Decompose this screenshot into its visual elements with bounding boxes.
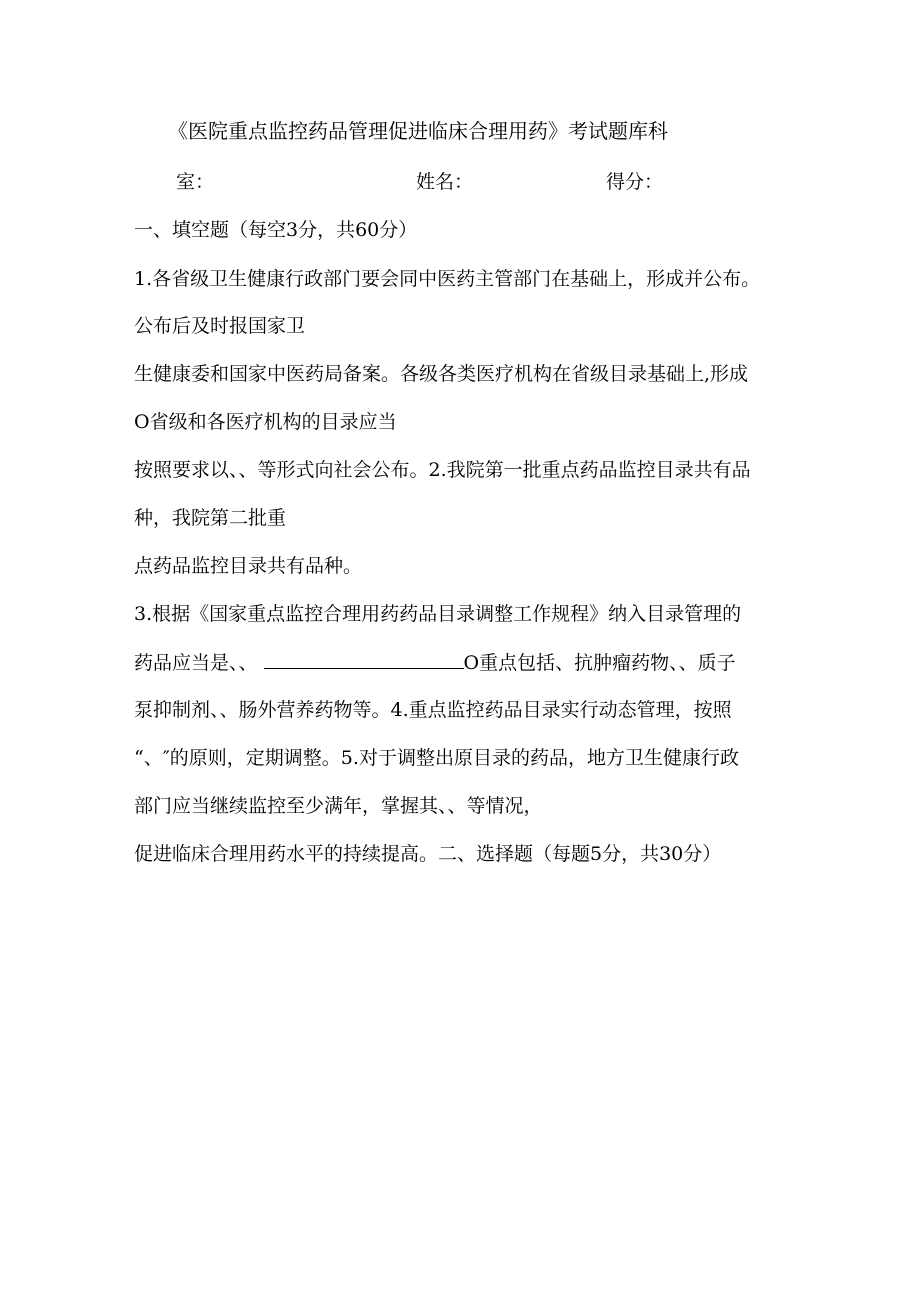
question-text-line — [134, 650, 736, 675]
question-text-line: 部门应当继续监控至少满年，掌握其、、等情况， — [134, 795, 543, 817]
question-text-line: 公布后及时报国家卫 — [134, 315, 306, 337]
question-text-line: “、″的原则，定期调整。5.对于调整出原目录的药品，地方卫生健康行政 — [134, 747, 739, 769]
department-field-label: 室： — [176, 171, 215, 193]
question-text-line: 点药品监控目录共有品种。 — [134, 555, 363, 577]
question-text-segment: O重点包括、抗肿瘤药物、、质子 — [463, 652, 736, 674]
question-text-line: 按照要求以、、等形式向社会公布。2.我院第一批重点药品监控目录共有品 — [134, 459, 751, 481]
question-text-line: O省级和各医疗机构的目录应当 — [134, 411, 397, 433]
score-field-label: 得分： — [606, 171, 664, 193]
question-text-line: 1.各省级卫生健康行政部门要会同中医药主管部门在基础上，形成并公布。 — [134, 268, 761, 290]
question-text-line: 3.根据《国家重点监控合理用药药品目录调整工作规程》纳入目录管理的 — [134, 603, 742, 625]
question-text-line: 泵抑制剂、、肠外营养药物等。4.重点监控药品目录实行动态管理，按照 — [134, 699, 732, 721]
question-text-line: 促进临床合理用药水平的持续提高。二、选择题（每题5分，共30分） — [134, 843, 722, 865]
answer-blank-underline — [264, 650, 464, 669]
name-field-label: 姓名： — [416, 171, 474, 193]
question-text-line: 生健康委和国家中医药局备案。各级各类医疗机构在省级目录基础上,形成 — [134, 363, 749, 385]
section-heading-fill-blank: 一、填空题（每空3分，共60分） — [134, 219, 418, 241]
question-text-line: 种，我院第二批重 — [134, 507, 287, 529]
question-text-segment: 药品应当是、、 — [134, 652, 258, 674]
exam-title: 《医院重点监控药品管理促进临床合理用药》考试题库科 — [168, 119, 668, 143]
